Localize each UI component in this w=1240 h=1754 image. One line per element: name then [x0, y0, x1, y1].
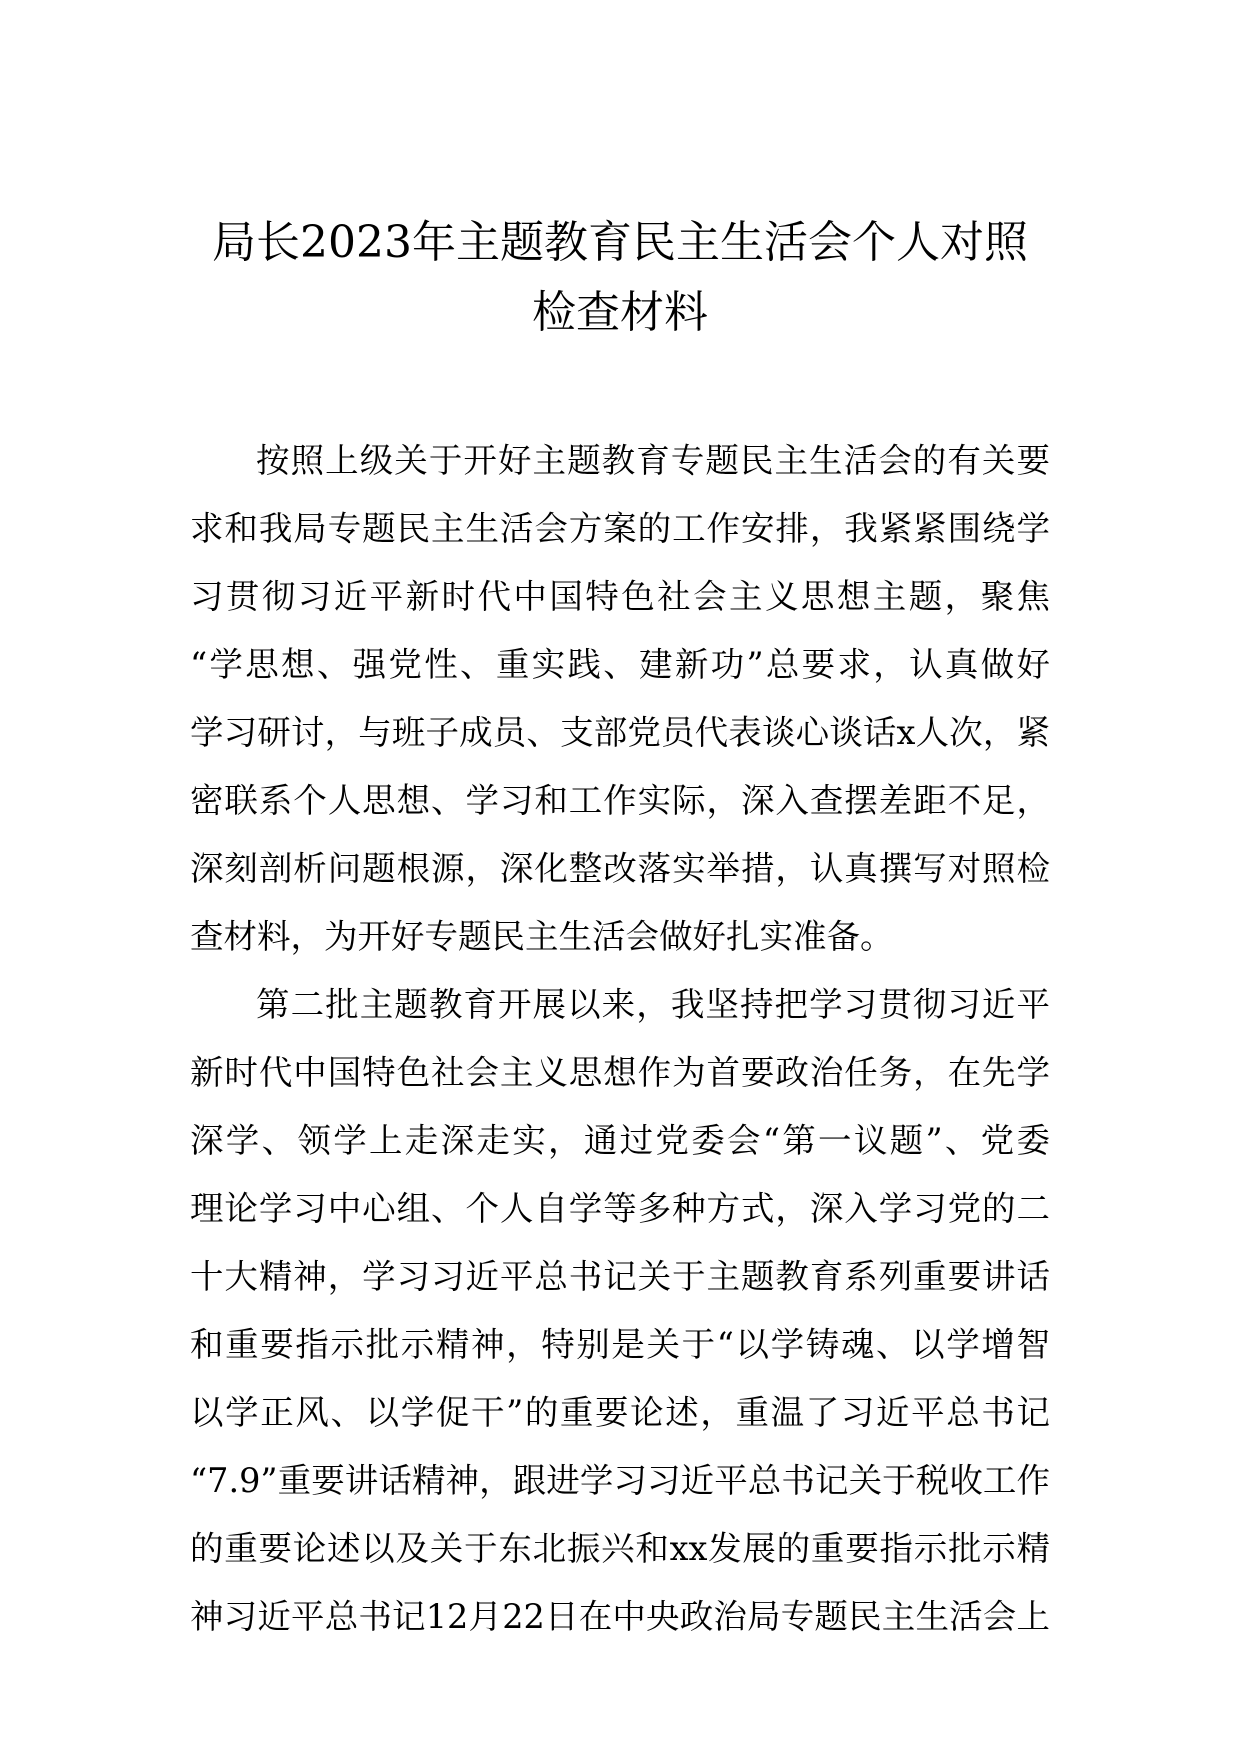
paragraph-2-line: 十大精神，学习习近平总书记关于主题教育系列重要讲话 [190, 1257, 1050, 1296]
paragraph-2-line: 神习近平总书记12月22日在中央政治局专题民主生活会上 [190, 1597, 1050, 1636]
document-title [190, 208, 1050, 348]
title-line-2: 检查材料 [532, 287, 708, 338]
paragraph-1-line: 学习研讨，与班子成员、支部党员代表谈心谈话x人次，紧 [190, 713, 1050, 752]
paragraph-2-line: 第二批主题教育开展以来，我坚持把学习贯彻习近平 [256, 985, 1050, 1024]
paragraph-1-line: 习贯彻习近平新时代中国特色社会主义思想主题，聚焦 [190, 577, 1050, 616]
paragraph-1-line: 查材料，为开好专题民主生活会做好扎实准备。 [190, 917, 894, 956]
paragraph-1-line: 密联系个人思想、学习和工作实际，深入查摆差距不足， [190, 781, 1050, 820]
paragraph-2-line: 理论学习中心组、个人自学等多种方式，深入学习党的二 [190, 1189, 1050, 1228]
paragraph-2-line: 的重要论述以及关于东北振兴和xx发展的重要指示批示精 [190, 1529, 1050, 1568]
paragraph-1-line: 按照上级关于开好主题教育专题民主生活会的有关要 [256, 441, 1050, 480]
paragraph-2-line: “7.9”重要讲话精神，跟进学习习近平总书记关于税收工作 [190, 1461, 1050, 1500]
paragraph-1-line: “学思想、强党性、重实践、建新功”总要求，认真做好 [190, 645, 1050, 684]
paragraph-2 [190, 971, 1050, 1651]
paragraph-2-line: 深学、领学上走深走实，通过党委会“第一议题”、党委 [190, 1121, 1050, 1160]
paragraph-1-line: 求和我局专题民主生活会方案的工作安排，我紧紧围绕学 [190, 509, 1050, 548]
paragraph-1 [190, 427, 1050, 971]
document-body [190, 427, 1050, 1651]
paragraph-2-line: 以学正风、以学促干”的重要论述，重温了习近平总书记 [190, 1393, 1050, 1432]
paragraph-2-line: 新时代中国特色社会主义思想作为首要政治任务，在先学 [190, 1053, 1050, 1092]
paragraph-2-line: 和重要指示批示精神，特别是关于“以学铸魂、以学增智 [190, 1325, 1050, 1364]
title-line-1: 局长2023年主题教育民主生活会个人对照 [212, 217, 1028, 268]
paragraph-1-line: 深刻剖析问题根源，深化整改落实举措，认真撰写对照检 [190, 849, 1050, 888]
